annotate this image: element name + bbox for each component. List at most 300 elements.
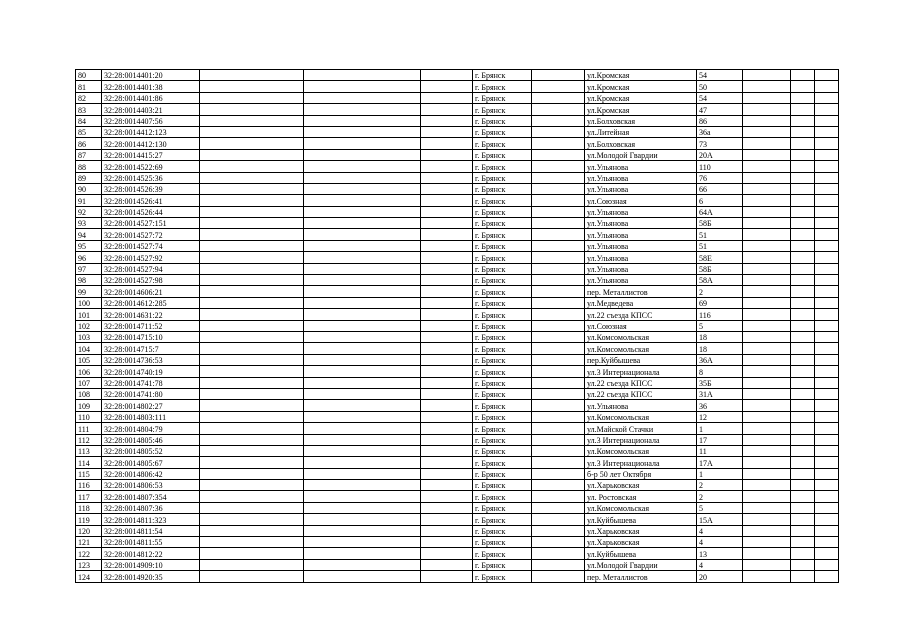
empty-cell (304, 275, 421, 286)
street-cell: ул.Медведева (585, 297, 697, 308)
cadastral-number-cell: 32:28:0014715:10 (102, 331, 200, 342)
row-number-cell: 83 (76, 104, 102, 115)
empty-cell (200, 161, 304, 172)
empty-cell (532, 126, 585, 137)
empty-cell (743, 92, 791, 103)
empty-cell (532, 343, 585, 354)
empty-cell (791, 400, 815, 411)
city-cell: г. Брянск (473, 229, 532, 240)
empty-cell (743, 434, 791, 445)
row-number-cell: 80 (76, 70, 102, 81)
city-cell: г. Брянск (473, 161, 532, 172)
empty-cell (815, 445, 839, 456)
empty-cell (791, 457, 815, 468)
empty-cell (304, 514, 421, 525)
empty-cell (815, 377, 839, 388)
city-cell: г. Брянск (473, 206, 532, 217)
empty-cell (815, 434, 839, 445)
empty-cell (791, 480, 815, 491)
table-row (76, 468, 839, 479)
table-row (76, 229, 839, 240)
street-cell: ул.Союзная (585, 195, 697, 206)
empty-cell (532, 354, 585, 365)
cadastral-number-cell: 32:28:0014811:54 (102, 525, 200, 536)
city-cell: г. Брянск (473, 468, 532, 479)
empty-cell (815, 195, 839, 206)
house-number-cell: 51 (697, 240, 743, 251)
empty-cell (200, 377, 304, 388)
row-number-cell: 102 (76, 320, 102, 331)
empty-cell (815, 480, 839, 491)
street-cell: ул.Майской Стачки (585, 423, 697, 434)
empty-cell (815, 70, 839, 81)
empty-cell (743, 263, 791, 274)
empty-cell (815, 115, 839, 126)
cadastral-number-cell: 32:28:0014403:21 (102, 104, 200, 115)
row-number-cell: 103 (76, 331, 102, 342)
row-number-cell: 84 (76, 115, 102, 126)
empty-cell (421, 92, 473, 103)
empty-cell (200, 92, 304, 103)
empty-cell (200, 434, 304, 445)
empty-cell (421, 468, 473, 479)
street-cell: ул.Молодой Гвардии (585, 149, 697, 160)
empty-cell (200, 275, 304, 286)
empty-cell (532, 457, 585, 468)
empty-cell (791, 183, 815, 194)
empty-cell (743, 366, 791, 377)
empty-cell (421, 571, 473, 582)
empty-cell (304, 297, 421, 308)
street-cell: ул.Харьковская (585, 480, 697, 491)
city-cell: г. Брянск (473, 537, 532, 548)
street-cell: пер.Куйбышева (585, 354, 697, 365)
empty-cell (200, 537, 304, 548)
empty-cell (421, 514, 473, 525)
empty-cell (421, 161, 473, 172)
cadastral-number-cell: 32:28:0014803:111 (102, 411, 200, 422)
empty-cell (421, 126, 473, 137)
street-cell: ул.Ульянова (585, 218, 697, 229)
cadastral-number-cell: 32:28:0014807:36 (102, 502, 200, 513)
empty-cell (791, 309, 815, 320)
row-number-cell: 91 (76, 195, 102, 206)
empty-cell (304, 172, 421, 183)
empty-cell (532, 115, 585, 126)
street-cell: ул.3 Интернационала (585, 434, 697, 445)
empty-cell (532, 206, 585, 217)
empty-cell (791, 366, 815, 377)
city-cell: г. Брянск (473, 149, 532, 160)
row-number-cell: 115 (76, 468, 102, 479)
street-cell: ул.Комсомольская (585, 445, 697, 456)
row-number-cell: 110 (76, 411, 102, 422)
empty-cell (421, 366, 473, 377)
row-number-cell: 93 (76, 218, 102, 229)
empty-cell (200, 195, 304, 206)
empty-cell (791, 297, 815, 308)
empty-cell (815, 229, 839, 240)
cadastral-number-cell: 32:28:0014804:79 (102, 423, 200, 434)
table-row (76, 423, 839, 434)
empty-cell (200, 183, 304, 194)
data-table (75, 69, 839, 583)
empty-cell (743, 514, 791, 525)
empty-cell (791, 218, 815, 229)
house-number-cell: 1 (697, 423, 743, 434)
street-cell: ул.Ульянова (585, 263, 697, 274)
empty-cell (532, 377, 585, 388)
empty-cell (200, 366, 304, 377)
table-row (76, 138, 839, 149)
street-cell: ул.Болховская (585, 138, 697, 149)
empty-cell (421, 354, 473, 365)
empty-cell (304, 70, 421, 81)
empty-cell (791, 70, 815, 81)
empty-cell (743, 195, 791, 206)
empty-cell (200, 331, 304, 342)
cadastral-number-cell: 32:28:0014736:53 (102, 354, 200, 365)
empty-cell (421, 343, 473, 354)
house-number-cell: 69 (697, 297, 743, 308)
empty-cell (815, 502, 839, 513)
house-number-cell: 58Е (697, 252, 743, 263)
empty-cell (791, 445, 815, 456)
row-number-cell: 99 (76, 286, 102, 297)
empty-cell (421, 297, 473, 308)
empty-cell (791, 286, 815, 297)
empty-cell (304, 388, 421, 399)
house-number-cell: 8 (697, 366, 743, 377)
empty-cell (532, 172, 585, 183)
table-row (76, 457, 839, 468)
table-row (76, 559, 839, 570)
empty-cell (200, 252, 304, 263)
empty-cell (200, 514, 304, 525)
cadastral-number-cell: 32:28:0014741:80 (102, 388, 200, 399)
cadastral-number-cell: 32:28:0014526:39 (102, 183, 200, 194)
city-cell: г. Брянск (473, 297, 532, 308)
row-number-cell: 85 (76, 126, 102, 137)
empty-cell (815, 343, 839, 354)
house-number-cell: 36А (697, 354, 743, 365)
row-number-cell: 122 (76, 548, 102, 559)
street-cell: ул.Кромская (585, 104, 697, 115)
empty-cell (791, 571, 815, 582)
empty-cell (743, 320, 791, 331)
empty-cell (815, 354, 839, 365)
empty-cell (791, 240, 815, 251)
row-number-cell: 100 (76, 297, 102, 308)
cadastral-number-cell: 32:28:0014741:78 (102, 377, 200, 388)
table-row (76, 206, 839, 217)
cadastral-number-cell: 32:28:0014807:354 (102, 491, 200, 502)
street-cell: ул.Ульянова (585, 400, 697, 411)
row-number-cell: 87 (76, 149, 102, 160)
house-number-cell: 2 (697, 491, 743, 502)
house-number-cell: 116 (697, 309, 743, 320)
street-cell: ул.Ульянова (585, 206, 697, 217)
empty-cell (421, 81, 473, 92)
empty-cell (200, 263, 304, 274)
empty-cell (532, 434, 585, 445)
cadastral-number-cell: 32:28:0014412:130 (102, 138, 200, 149)
empty-cell (200, 309, 304, 320)
empty-cell (815, 297, 839, 308)
city-cell: г. Брянск (473, 423, 532, 434)
table-row (76, 445, 839, 456)
empty-cell (815, 468, 839, 479)
empty-cell (200, 559, 304, 570)
empty-cell (791, 434, 815, 445)
table-body (76, 70, 839, 583)
empty-cell (304, 331, 421, 342)
empty-cell (791, 514, 815, 525)
empty-cell (791, 548, 815, 559)
row-number-cell: 123 (76, 559, 102, 570)
empty-cell (743, 206, 791, 217)
cadastral-number-cell: 32:28:0014527:98 (102, 275, 200, 286)
empty-cell (421, 138, 473, 149)
empty-cell (200, 502, 304, 513)
row-number-cell: 121 (76, 537, 102, 548)
city-cell: г. Брянск (473, 252, 532, 263)
house-number-cell: 66 (697, 183, 743, 194)
city-cell: г. Брянск (473, 434, 532, 445)
city-cell: г. Брянск (473, 571, 532, 582)
city-cell: г. Брянск (473, 218, 532, 229)
cadastral-number-cell: 32:28:0014740:19 (102, 366, 200, 377)
empty-cell (421, 286, 473, 297)
empty-cell (743, 126, 791, 137)
empty-cell (791, 388, 815, 399)
empty-cell (200, 104, 304, 115)
street-cell: ул.Комсомольская (585, 502, 697, 513)
city-cell: г. Брянск (473, 445, 532, 456)
empty-cell (532, 400, 585, 411)
empty-cell (815, 138, 839, 149)
table-row (76, 126, 839, 137)
house-number-cell: 36 (697, 400, 743, 411)
table-row (76, 502, 839, 513)
empty-cell (791, 343, 815, 354)
empty-cell (304, 195, 421, 206)
empty-cell (421, 377, 473, 388)
row-number-cell: 104 (76, 343, 102, 354)
empty-cell (200, 149, 304, 160)
table-row (76, 297, 839, 308)
empty-cell (304, 571, 421, 582)
empty-cell (200, 400, 304, 411)
house-number-cell: 51 (697, 229, 743, 240)
house-number-cell: 64А (697, 206, 743, 217)
empty-cell (532, 286, 585, 297)
row-number-cell: 97 (76, 263, 102, 274)
empty-cell (304, 354, 421, 365)
table-row (76, 366, 839, 377)
table-row (76, 104, 839, 115)
empty-cell (743, 115, 791, 126)
house-number-cell: 47 (697, 104, 743, 115)
empty-cell (791, 138, 815, 149)
empty-cell (304, 161, 421, 172)
empty-cell (200, 411, 304, 422)
empty-cell (743, 525, 791, 536)
empty-cell (743, 229, 791, 240)
empty-cell (791, 331, 815, 342)
empty-cell (743, 149, 791, 160)
row-number-cell: 81 (76, 81, 102, 92)
empty-cell (304, 480, 421, 491)
cadastral-number-cell: 32:28:0014522:69 (102, 161, 200, 172)
empty-cell (421, 70, 473, 81)
city-cell: г. Брянск (473, 92, 532, 103)
row-number-cell: 109 (76, 400, 102, 411)
table-row (76, 571, 839, 582)
empty-cell (791, 354, 815, 365)
city-cell: г. Брянск (473, 525, 532, 536)
city-cell: г. Брянск (473, 514, 532, 525)
empty-cell (791, 229, 815, 240)
cadastral-number-cell: 32:28:0014715:7 (102, 343, 200, 354)
empty-cell (815, 81, 839, 92)
empty-cell (743, 138, 791, 149)
empty-cell (532, 183, 585, 194)
table-row (76, 263, 839, 274)
empty-cell (815, 411, 839, 422)
empty-cell (421, 229, 473, 240)
empty-cell (815, 491, 839, 502)
empty-cell (532, 138, 585, 149)
street-cell: ул. Ростовская (585, 491, 697, 502)
row-number-cell: 117 (76, 491, 102, 502)
street-cell: ул.22 съезда КПСС (585, 309, 697, 320)
empty-cell (421, 559, 473, 570)
empty-cell (421, 480, 473, 491)
empty-cell (743, 275, 791, 286)
street-cell: ул.Ульянова (585, 161, 697, 172)
street-cell: ул.Комсомольская (585, 343, 697, 354)
empty-cell (791, 423, 815, 434)
empty-cell (200, 320, 304, 331)
empty-cell (421, 115, 473, 126)
empty-cell (421, 457, 473, 468)
table-row (76, 320, 839, 331)
empty-cell (200, 138, 304, 149)
empty-cell (791, 104, 815, 115)
table-row (76, 81, 839, 92)
table-row (76, 434, 839, 445)
empty-cell (743, 297, 791, 308)
table-row (76, 286, 839, 297)
empty-cell (743, 183, 791, 194)
empty-cell (200, 115, 304, 126)
empty-cell (743, 343, 791, 354)
empty-cell (815, 240, 839, 251)
empty-cell (532, 537, 585, 548)
empty-cell (815, 172, 839, 183)
empty-cell (304, 423, 421, 434)
row-number-cell: 101 (76, 309, 102, 320)
empty-cell (532, 388, 585, 399)
row-number-cell: 107 (76, 377, 102, 388)
city-cell: г. Брянск (473, 491, 532, 502)
house-number-cell: 54 (697, 92, 743, 103)
cadastral-number-cell: 32:28:0014407:56 (102, 115, 200, 126)
empty-cell (304, 263, 421, 274)
house-number-cell: 36а (697, 126, 743, 137)
empty-cell (815, 218, 839, 229)
empty-cell (743, 491, 791, 502)
empty-cell (200, 571, 304, 582)
table-row (76, 115, 839, 126)
house-number-cell: 4 (697, 537, 743, 548)
street-cell: ул.Кромская (585, 81, 697, 92)
house-number-cell: 2 (697, 286, 743, 297)
empty-cell (743, 559, 791, 570)
empty-cell (200, 81, 304, 92)
cadastral-number-cell: 32:28:0014811:323 (102, 514, 200, 525)
empty-cell (743, 411, 791, 422)
empty-cell (304, 377, 421, 388)
empty-cell (200, 548, 304, 559)
empty-cell (304, 115, 421, 126)
empty-cell (532, 218, 585, 229)
empty-cell (200, 343, 304, 354)
empty-cell (304, 400, 421, 411)
empty-cell (791, 320, 815, 331)
empty-cell (304, 468, 421, 479)
house-number-cell: 86 (697, 115, 743, 126)
row-number-cell: 114 (76, 457, 102, 468)
empty-cell (200, 468, 304, 479)
empty-cell (304, 343, 421, 354)
empty-cell (815, 92, 839, 103)
empty-cell (815, 388, 839, 399)
empty-cell (532, 229, 585, 240)
table-row (76, 331, 839, 342)
cadastral-number-cell: 32:28:0014811:55 (102, 537, 200, 548)
house-number-cell: 110 (697, 161, 743, 172)
street-cell: ул.Литейная (585, 126, 697, 137)
empty-cell (791, 559, 815, 570)
empty-cell (532, 92, 585, 103)
city-cell: г. Брянск (473, 480, 532, 491)
street-cell: ул.Кромская (585, 70, 697, 81)
empty-cell (304, 457, 421, 468)
city-cell: г. Брянск (473, 354, 532, 365)
empty-cell (815, 366, 839, 377)
empty-cell (421, 388, 473, 399)
house-number-cell: 58А (697, 275, 743, 286)
row-number-cell: 108 (76, 388, 102, 399)
street-cell: ул.Куйбышева (585, 514, 697, 525)
empty-cell (421, 548, 473, 559)
cadastral-number-cell: 32:28:0014527:151 (102, 218, 200, 229)
empty-cell (791, 195, 815, 206)
city-cell: г. Брянск (473, 138, 532, 149)
empty-cell (421, 263, 473, 274)
table-row (76, 411, 839, 422)
table-row (76, 525, 839, 536)
cadastral-number-cell: 32:28:0014527:92 (102, 252, 200, 263)
table-row (76, 514, 839, 525)
city-cell: г. Брянск (473, 309, 532, 320)
street-cell: ул.Ульянова (585, 240, 697, 251)
empty-cell (815, 104, 839, 115)
empty-cell (743, 81, 791, 92)
empty-cell (743, 548, 791, 559)
